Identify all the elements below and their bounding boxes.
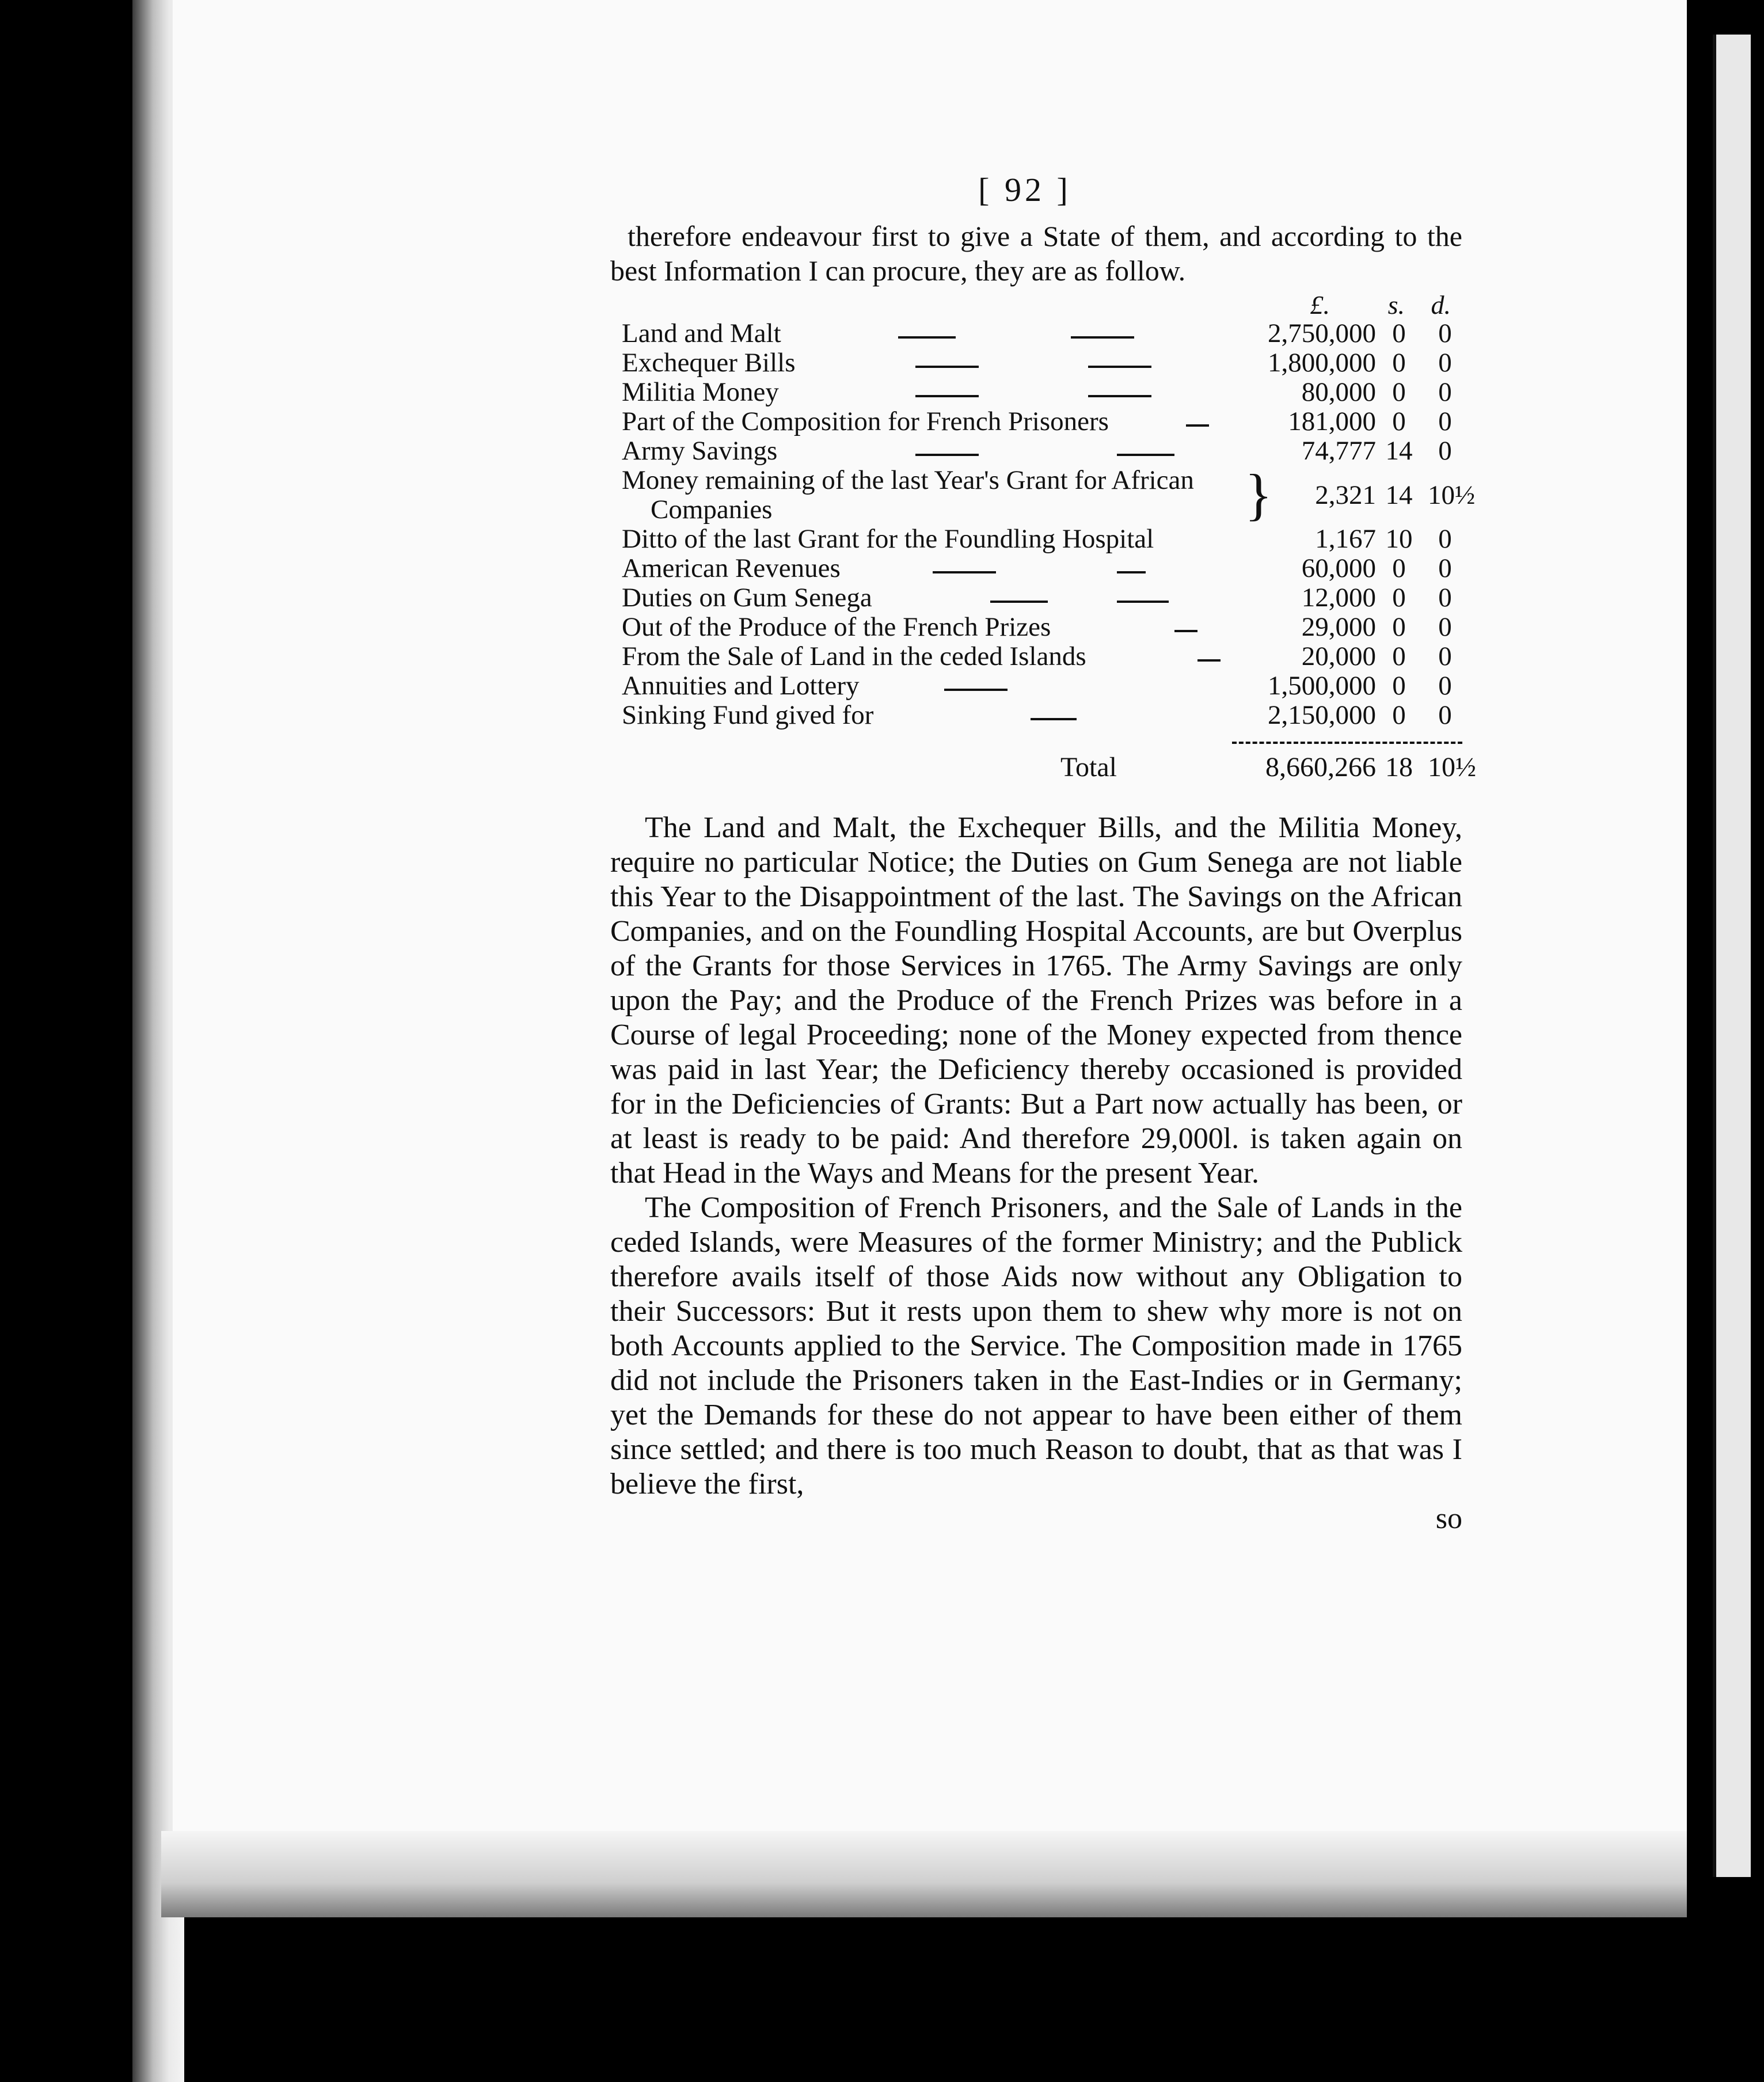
row-pence: 0 <box>1438 671 1452 701</box>
row-shillings: 0 <box>1392 612 1406 642</box>
catchword: so <box>1435 1502 1462 1535</box>
row-pence: 0 <box>1438 318 1452 348</box>
row-label: Ditto of the last Grant for the Foundling Hospital <box>622 524 1154 554</box>
row-pounds: 80,000 <box>1301 377 1376 407</box>
body-paragraph: The Composition of French Prisoners, and the Sale of Lands in the ceded Islands, were Measures of the former Ministry; and the Publick therefore avails itself of those Aids now without any Obligation to their Successors: But it rests upon them to shew why more is not on both Accounts applied to the Service. The Composition made in 1765 did not include the Prisoners taken in the East-Indies or in Germany; yet the Demands for these do not appear to have been either of them since settled; and there is too much Reason to doubt, that as that was I believe the first, <box>610 1191 1462 1500</box>
table-row <box>610 407 1462 436</box>
table-row <box>610 319 1462 348</box>
row-shillings: 0 <box>1392 377 1406 407</box>
row-shillings: 0 <box>1392 318 1406 348</box>
row-pence: 10½ <box>1428 480 1476 510</box>
table-row <box>610 348 1462 378</box>
row-label: American Revenues <box>622 553 841 583</box>
row-pounds: 74,777 <box>1301 436 1376 466</box>
row-shillings: 0 <box>1392 553 1406 583</box>
row-label: Duties on Gum Senega <box>622 583 872 613</box>
row-shillings: 0 <box>1392 406 1406 436</box>
row-label: Land and Malt <box>622 318 781 348</box>
row-pence: 0 <box>1438 524 1452 554</box>
brace-glyph: } <box>1245 462 1272 526</box>
row-label: Sinking Fund gived for <box>622 700 874 730</box>
row-shillings: 0 <box>1392 583 1406 613</box>
row-label: Militia Money <box>622 377 779 407</box>
row-label: Part of the Composition for French Prisoners <box>622 406 1109 436</box>
shillings-header: s. <box>1387 290 1405 320</box>
table-row <box>610 525 1462 554</box>
row-pounds: 2,321 <box>1315 480 1376 510</box>
row-shillings: 14 <box>1385 480 1413 510</box>
total-row <box>610 742 1476 793</box>
row-pounds: 60,000 <box>1301 553 1376 583</box>
row-shillings: 10 <box>1385 524 1413 554</box>
total-label: Total <box>1060 752 1117 782</box>
row-pence: 0 <box>1438 583 1452 613</box>
total-pounds: 8,660,266 <box>1265 752 1376 782</box>
row-pounds: 20,000 <box>1301 641 1376 671</box>
column-headers <box>610 288 1462 319</box>
row-label: Money remaining of the last Year's Grant for African <box>622 465 1194 495</box>
row-label: Out of the Produce of the French Prizes <box>622 612 1051 642</box>
row-shillings: 0 <box>1392 671 1406 701</box>
table-row <box>610 554 1462 583</box>
row-pounds: 1,800,000 <box>1268 348 1376 378</box>
row-pounds: 2,750,000 <box>1268 318 1376 348</box>
table-row <box>610 436 1462 466</box>
body-paragraph: The Land and Malt, the Exchequer Bills, and the Militia Money, require no particular Notice; the Duties on Gum Senega are not liable this Year to the Disappointment of the last. The Savings on the African Companies, and on the Foundling Hospital Accounts, are but Overplus of the Grants for those Services in 1765. The Army Savings are only upon the Pay; and the Produce of the French Prizes was before in a Course of legal Proceeding; none of the Money expected from thence was paid in last Year; the Deficiency thereby occasioned is provided for in the Deficiencies of Grants: But a Part now actually has been, or at least is ready to be paid: And therefore 29,000l. is taken again on that Head in the Ways and Means for the present Year. <box>610 811 1462 1190</box>
row-label: Exchequer Bills <box>622 348 796 378</box>
row-shillings: 0 <box>1392 700 1406 730</box>
row-pence: 0 <box>1438 406 1452 436</box>
row-pence: 0 <box>1438 553 1452 583</box>
table-row <box>610 642 1462 671</box>
table-row <box>610 462 1476 526</box>
facing-page-edge <box>1713 35 1751 1877</box>
row-shillings: 0 <box>1392 641 1406 671</box>
page-content <box>610 171 1476 1536</box>
table-row <box>610 671 1462 701</box>
row-shillings: 0 <box>1392 348 1406 378</box>
row-pounds: 1,500,000 <box>1268 671 1376 701</box>
ways-and-means-table <box>610 318 1476 730</box>
row-pounds: 181,000 <box>1288 406 1376 436</box>
row-label: Army Savings <box>622 436 778 466</box>
row-label: Annuities and Lottery <box>622 671 860 701</box>
pounds-header: £. <box>1310 290 1330 320</box>
table-row <box>610 583 1462 613</box>
table-row <box>610 613 1462 642</box>
intro-text: therefore endeavour first to give a State of them, and according to the best Information I can procure, they are as follow. <box>610 220 1462 287</box>
row-pounds: 2,150,000 <box>1268 700 1376 730</box>
row-pence: 0 <box>1438 612 1452 642</box>
row-pounds: 1,167 <box>1315 524 1376 554</box>
total-pence: 10½ <box>1428 752 1476 782</box>
table-row <box>610 378 1462 407</box>
row-label-continued: Companies <box>651 495 773 525</box>
pence-header: d. <box>1431 290 1451 320</box>
row-pence: 0 <box>1438 348 1452 378</box>
row-pence: 0 <box>1438 436 1452 466</box>
table-row <box>610 701 1462 730</box>
row-pence: 0 <box>1438 641 1452 671</box>
total-shillings: 18 <box>1385 752 1413 782</box>
row-shillings: 14 <box>1385 436 1413 466</box>
row-pence: 0 <box>1438 700 1452 730</box>
row-pence: 0 <box>1438 377 1452 407</box>
page-bottom-edge <box>161 1831 1710 1917</box>
page-number: [ 92 ] <box>978 171 1071 208</box>
row-pounds: 29,000 <box>1301 612 1376 642</box>
row-pounds: 12,000 <box>1301 583 1376 613</box>
row-label: From the Sale of Land in the ceded Islands <box>622 641 1086 671</box>
